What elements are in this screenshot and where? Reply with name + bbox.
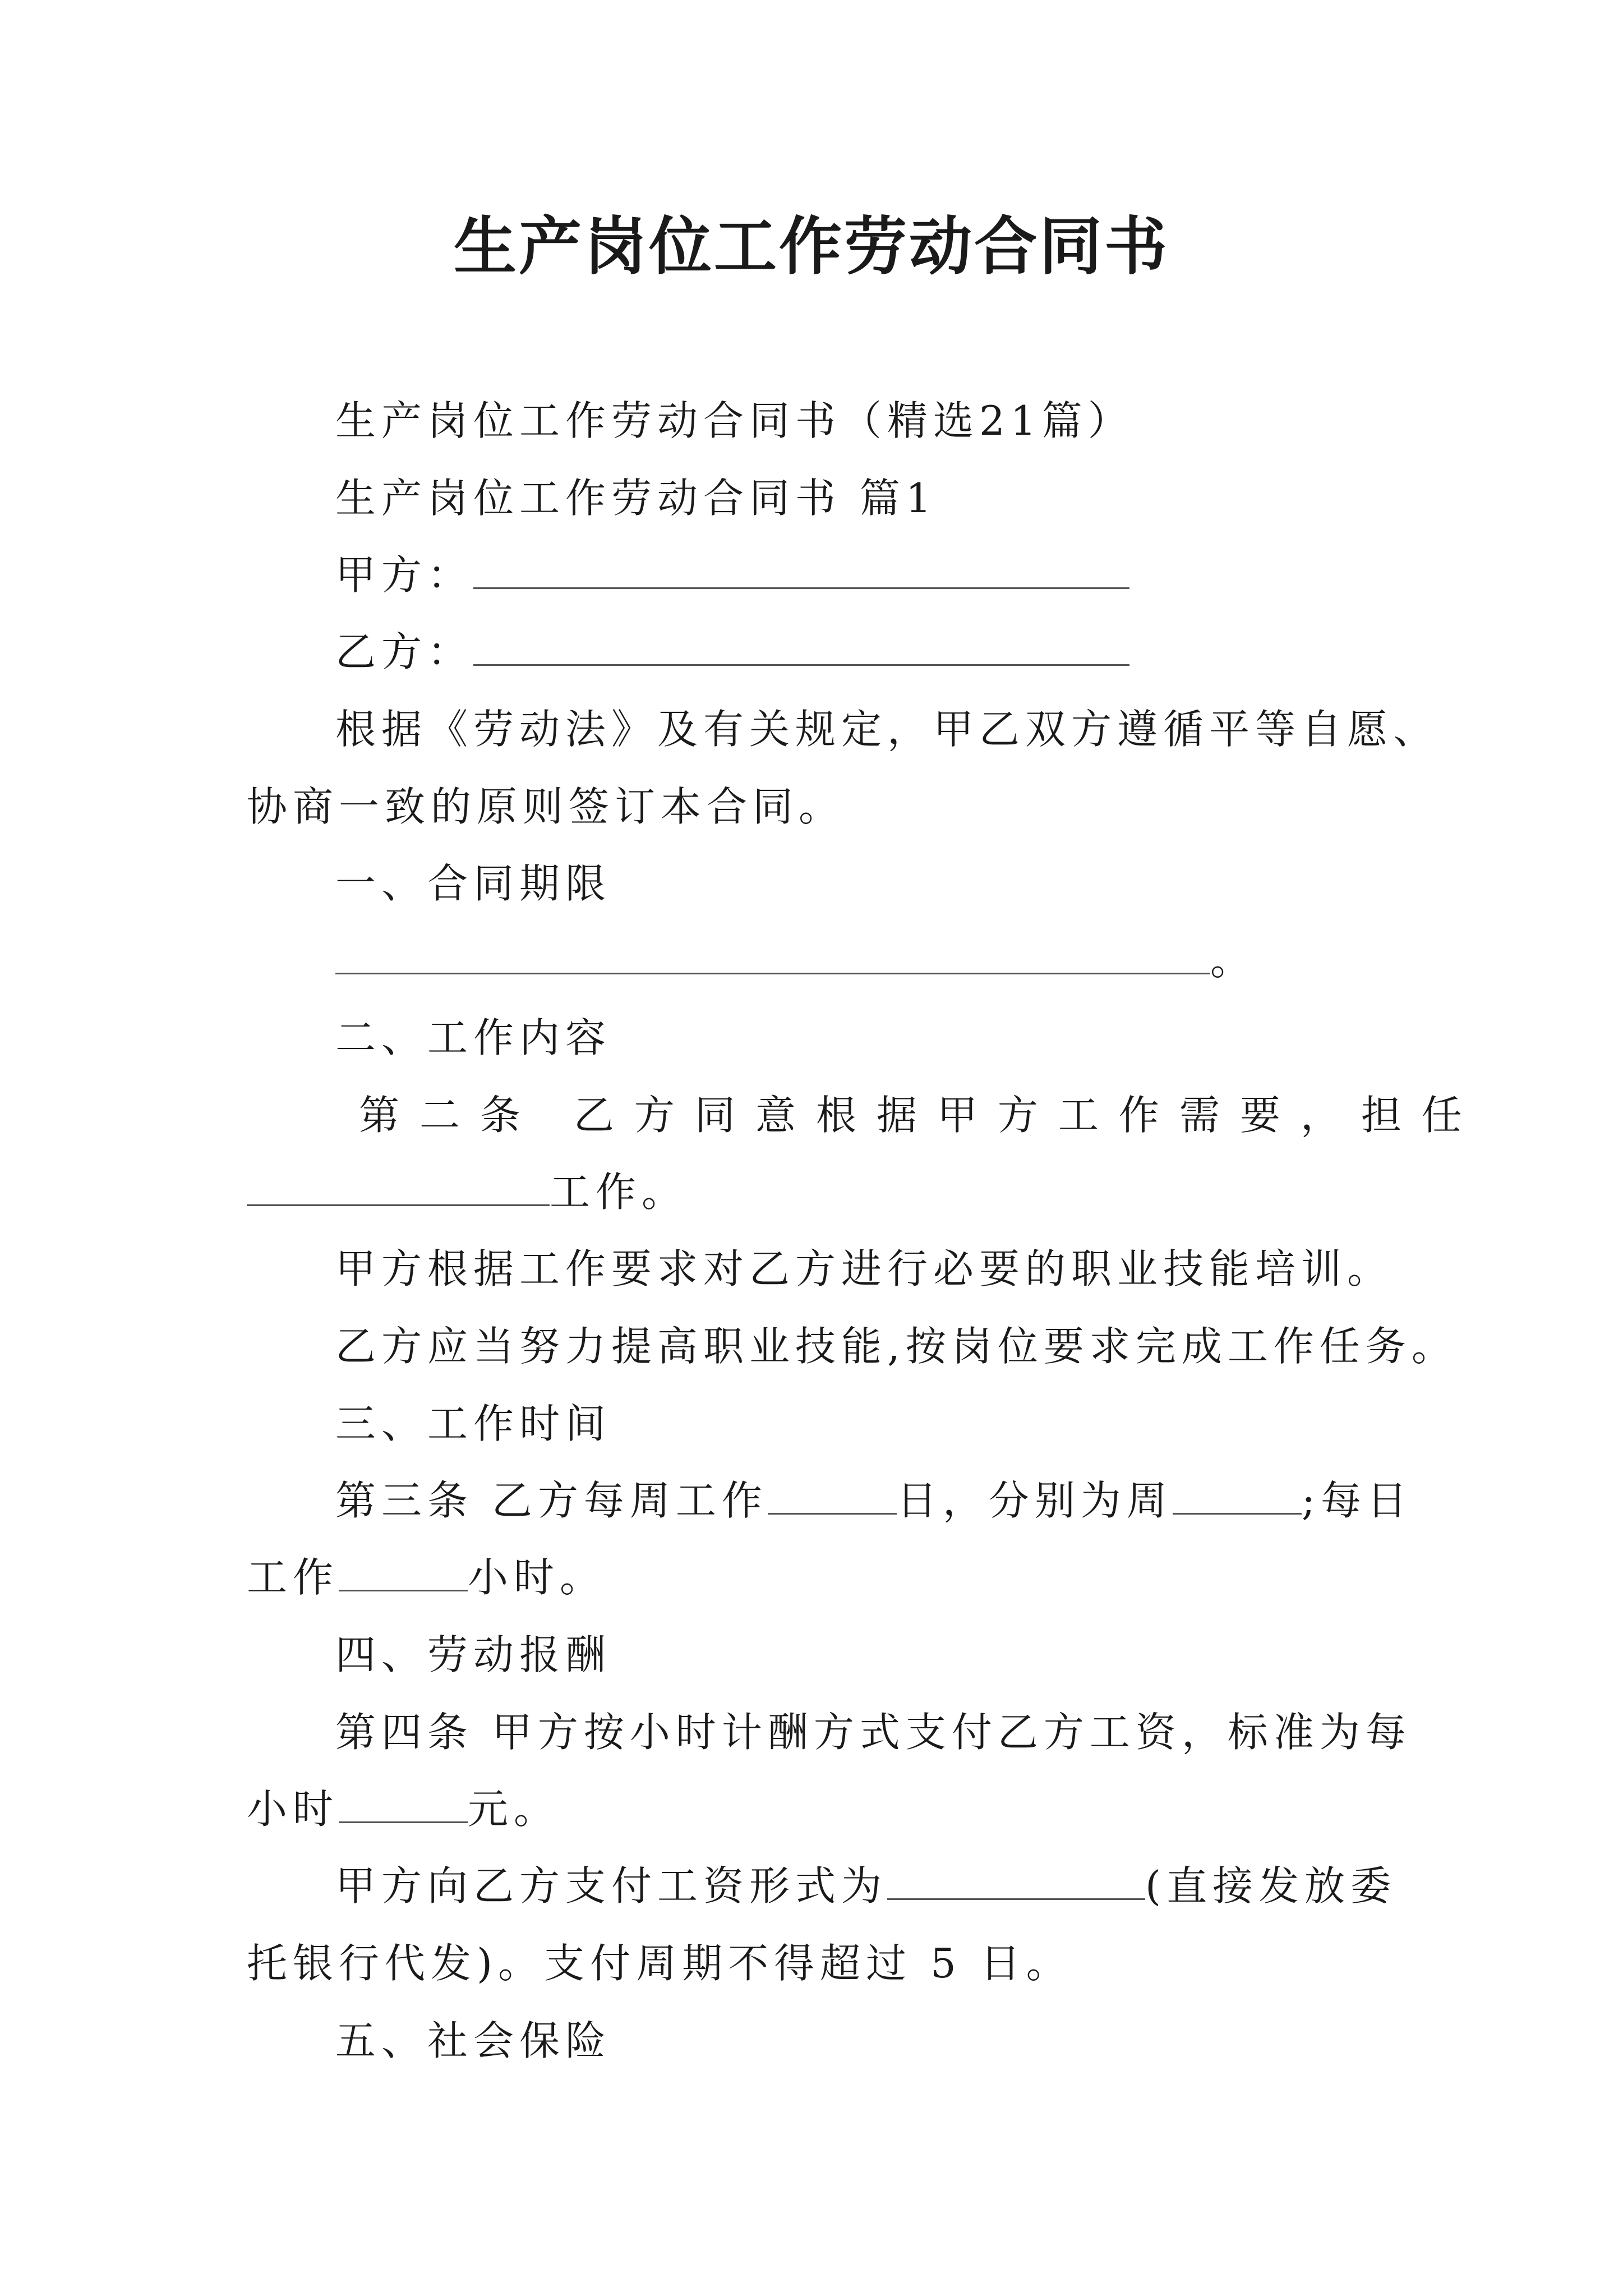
position-blank[interactable] [247, 1164, 550, 1206]
weekdays-blank[interactable] [1173, 1473, 1302, 1515]
pay-method-line-1 [335, 1858, 1396, 1914]
training-line: 甲方根据工作要求对乙方进行必要的职业技能培训。 [335, 1245, 1394, 1292]
subtitle-line: 生产岗位工作劳动合同书（精选21篇） [335, 397, 1134, 444]
section-heading-content: 二、工作内容 [335, 1014, 612, 1061]
article-4-text-a: 小时 [247, 1786, 339, 1833]
article-3-text-a: 第三条 乙方每周工作 [335, 1477, 768, 1524]
term-line [335, 932, 1256, 988]
hourly-rate-blank[interactable] [339, 1781, 468, 1823]
article-3-text-c: ;每日 [1301, 1477, 1413, 1524]
intro-line-2: 协商一致的原则签订本合同。 [247, 783, 845, 830]
party-a-line [335, 547, 1129, 603]
party-a-blank[interactable] [473, 547, 1129, 589]
party-b-label: 乙方： [335, 628, 474, 675]
article-4-line-1: 第四条 甲方按小时计酬方式支付乙方工资，标准为每 [335, 1709, 1412, 1756]
term-end-mark: 。 [1210, 937, 1257, 984]
article-2-line-1: 第二条 乙方同意根据甲方工作需要，担任 [359, 1092, 1482, 1139]
article-3-line-1 [335, 1473, 1413, 1529]
duty-line: 乙方应当努力提高职业技能,按岗位要求完成工作任务。 [335, 1323, 1458, 1370]
term-blank[interactable] [335, 932, 1210, 974]
document-title: 生产岗位工作劳动合同书 [454, 210, 1169, 283]
article-2-job-suffix: 工作。 [550, 1168, 688, 1216]
article-3-text-d: 工作 [247, 1554, 339, 1601]
intro-line-1: 根据《劳动法》及有关规定，甲乙双方遵循平等自愿、 [335, 706, 1440, 753]
article-3-line-2 [247, 1549, 606, 1605]
section-heading-hours: 三、工作时间 [335, 1400, 612, 1447]
party-b-line [335, 624, 1129, 680]
days-per-week-blank[interactable] [768, 1473, 897, 1515]
section-heading-insurance: 五、社会保险 [335, 2017, 612, 2064]
party-b-blank[interactable] [473, 624, 1129, 666]
section-heading-pay: 四、劳动报酬 [335, 1631, 612, 1678]
article-4-text-b: 元。 [468, 1786, 560, 1833]
article-4-line-2 [247, 1781, 560, 1837]
hours-per-day-blank[interactable] [339, 1549, 468, 1591]
pay-method-text-b: (直接发放委 [1145, 1862, 1397, 1910]
section-heading-term: 一、合同期限 [335, 860, 612, 907]
party-a-label: 甲方： [335, 551, 474, 599]
article-3-text-b: 日，分别为周 [896, 1477, 1173, 1524]
chapter-line: 生产岗位工作劳动合同书 篇1 [335, 475, 937, 522]
pay-method-blank[interactable] [887, 1858, 1145, 1900]
pay-method-line-2: 托银行代发)。支付周期不得超过 5 日。 [247, 1940, 1072, 1987]
pay-method-text-a: 甲方向乙方支付工资形式为 [335, 1862, 888, 1910]
article-2-line-2 [247, 1164, 688, 1220]
article-3-text-e: 小时。 [468, 1554, 606, 1601]
